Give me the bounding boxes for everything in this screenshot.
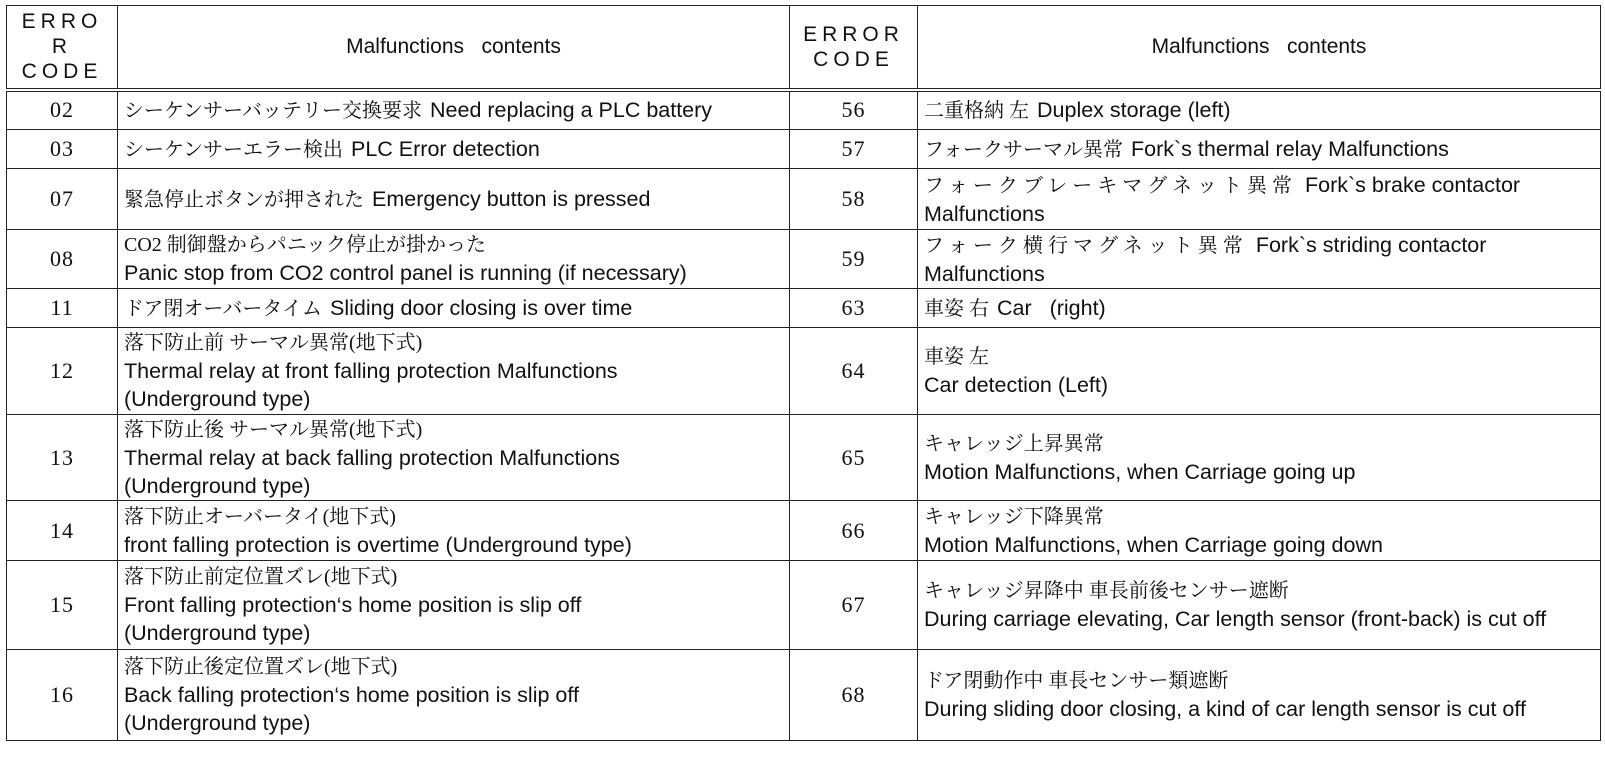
english-text: Motion Malfunctions, when Carriage going up bbox=[924, 459, 1356, 484]
japanese-text: フォークブレーキマグネット異常 bbox=[924, 174, 1297, 197]
header-row bbox=[7, 6, 1601, 90]
english-text: Motion Malfunctions, when Carriage going down bbox=[924, 532, 1383, 557]
table-row bbox=[7, 501, 1601, 561]
english-text: Front falling protection‘s home position is slip off (Underground type) bbox=[124, 593, 582, 645]
malfunction-description bbox=[918, 289, 1601, 328]
japanese-text: キャレッジ昇降中 車長前後センサー遮断 bbox=[924, 580, 1289, 602]
malfunction-description bbox=[918, 90, 1601, 130]
japanese-text: 落下防止前定位置ズレ(地下式) bbox=[124, 566, 398, 588]
japanese-text: ドア閉動作中 車長センサー類遮断 bbox=[924, 670, 1229, 692]
malfunction-description bbox=[118, 650, 790, 741]
malfunction-description bbox=[918, 650, 1601, 741]
malfunction-description bbox=[918, 561, 1601, 650]
malfunction-description bbox=[918, 415, 1601, 501]
malfunction-description bbox=[118, 501, 790, 561]
english-text: front falling protection is overtime (Underground type) bbox=[124, 532, 632, 557]
error-code-cell: 56 bbox=[790, 90, 918, 130]
english-text: Sliding door closing is over time bbox=[330, 295, 633, 320]
error-code-cell: 68 bbox=[790, 650, 918, 741]
english-text: Thermal relay at front falling protection Malfunctions (Underground type) bbox=[124, 359, 618, 411]
malfunction-description bbox=[918, 169, 1601, 230]
malfunction-description bbox=[918, 328, 1601, 415]
error-code-cell: 08 bbox=[7, 230, 118, 289]
japanese-text: CO2 制御盤からパニック停止が掛かった bbox=[124, 234, 486, 256]
error-code-cell: 16 bbox=[7, 650, 118, 741]
japanese-text: 二重格納 左 bbox=[924, 99, 1029, 122]
error-code-cell: 03 bbox=[7, 130, 118, 169]
malfunctions-contents-header-left bbox=[118, 6, 790, 90]
error-code-cell: 67 bbox=[790, 561, 918, 650]
malfunctions-contents-header-left-text: Malfunctions contents bbox=[346, 34, 561, 58]
malfunction-description bbox=[118, 169, 790, 230]
english-text: Emergency button is pressed bbox=[372, 186, 651, 211]
english-text: During sliding door closing, a kind of car length sensor is cut off bbox=[924, 697, 1526, 721]
error-code-cell: 64 bbox=[790, 328, 918, 415]
error-code-cell: 14 bbox=[7, 501, 118, 561]
malfunction-description bbox=[918, 130, 1601, 169]
error-code-header-left-text: ERRO R CODE bbox=[21, 10, 103, 84]
japanese-text: 緊急停止ボタンが押された bbox=[124, 188, 364, 211]
malfunction-description bbox=[118, 415, 790, 501]
error-code-cell: 63 bbox=[790, 289, 918, 328]
malfunctions-contents-header-right bbox=[918, 6, 1601, 90]
error-code-header-left bbox=[7, 6, 118, 90]
table-row bbox=[7, 289, 1601, 328]
error-code-cell: 15 bbox=[7, 561, 118, 650]
error-code-cell: 13 bbox=[7, 415, 118, 501]
error-code-cell: 59 bbox=[790, 230, 918, 289]
english-text: During carriage elevating, Car length sensor (front-back) is cut off bbox=[924, 607, 1547, 631]
japanese-text: 落下防止後 サーマル異常(地下式) bbox=[124, 418, 423, 441]
english-text: PLC Error detection bbox=[351, 136, 540, 161]
error-code-cell: 66 bbox=[790, 501, 918, 561]
malfunctions-contents-header-right-text: Malfunctions contents bbox=[1151, 34, 1367, 58]
japanese-text: 車姿 右 bbox=[924, 297, 989, 320]
malfunction-description bbox=[118, 328, 790, 415]
japanese-text: 車姿 左 bbox=[924, 346, 989, 368]
english-text: Back falling protection‘s home position is slip off (Underground type) bbox=[124, 683, 579, 735]
english-text: Fork`s striding contactor Malfunctions bbox=[924, 232, 1487, 286]
table-row bbox=[7, 415, 1601, 501]
error-code-cell: 58 bbox=[790, 169, 918, 230]
japanese-text: 落下防止前 サーマル異常(地下式) bbox=[124, 332, 423, 354]
error-code-cell: 65 bbox=[790, 415, 918, 501]
japanese-text: フォーク横行マグネット異常 bbox=[924, 234, 1248, 257]
japanese-text: シーケンサーエラー検出 bbox=[124, 138, 343, 161]
table-row bbox=[7, 561, 1601, 650]
english-text: Duplex storage (left) bbox=[1037, 97, 1231, 122]
english-text: Need replacing a PLC battery bbox=[430, 97, 713, 122]
error-code-cell: 12 bbox=[7, 328, 118, 415]
error-code-cell: 11 bbox=[7, 289, 118, 328]
table-row bbox=[7, 230, 1601, 289]
table-row bbox=[7, 169, 1601, 230]
english-text: Panic stop from CO2 control panel is running (if necessary) bbox=[124, 261, 687, 285]
malfunction-description bbox=[918, 501, 1601, 561]
english-text: Fork`s thermal relay Malfunctions bbox=[1131, 136, 1449, 161]
table-row bbox=[7, 130, 1601, 169]
english-text: Thermal relay at back falling protection Malfunctions (Underground type) bbox=[124, 445, 620, 498]
malfunction-description bbox=[918, 230, 1601, 289]
japanese-text: 落下防止オーバータイ(地下式) bbox=[124, 505, 396, 528]
english-text: Fork`s brake contactor Malfunctions bbox=[924, 172, 1521, 226]
error-code-cell: 07 bbox=[7, 169, 118, 230]
error-code-header-right bbox=[790, 6, 918, 90]
malfunction-description bbox=[118, 289, 790, 328]
table-row bbox=[7, 90, 1601, 130]
japanese-text: フォークサーマル異常 bbox=[924, 138, 1123, 161]
english-text: Car detection (Left) bbox=[924, 373, 1109, 397]
japanese-text: キャレッジ下降異常 bbox=[924, 505, 1104, 528]
error-code-cell: 02 bbox=[7, 90, 118, 130]
table-row bbox=[7, 328, 1601, 415]
japanese-text: 落下防止後定位置ズレ(地下式) bbox=[124, 656, 398, 678]
malfunction-description bbox=[118, 90, 790, 130]
table-row bbox=[7, 650, 1601, 741]
malfunction-description bbox=[118, 230, 790, 289]
error-code-table bbox=[6, 5, 1601, 741]
japanese-text: ドア閉オーバータイム bbox=[124, 297, 322, 320]
japanese-text: キャレッジ上昇異常 bbox=[924, 432, 1104, 455]
english-text: Car (right) bbox=[997, 295, 1106, 320]
malfunction-description bbox=[118, 561, 790, 650]
malfunction-description bbox=[118, 130, 790, 169]
error-code-header-right-text: ERROR CODE bbox=[803, 22, 904, 71]
japanese-text: シーケンサーバッテリー交換要求 bbox=[124, 99, 422, 122]
error-code-cell: 57 bbox=[790, 130, 918, 169]
